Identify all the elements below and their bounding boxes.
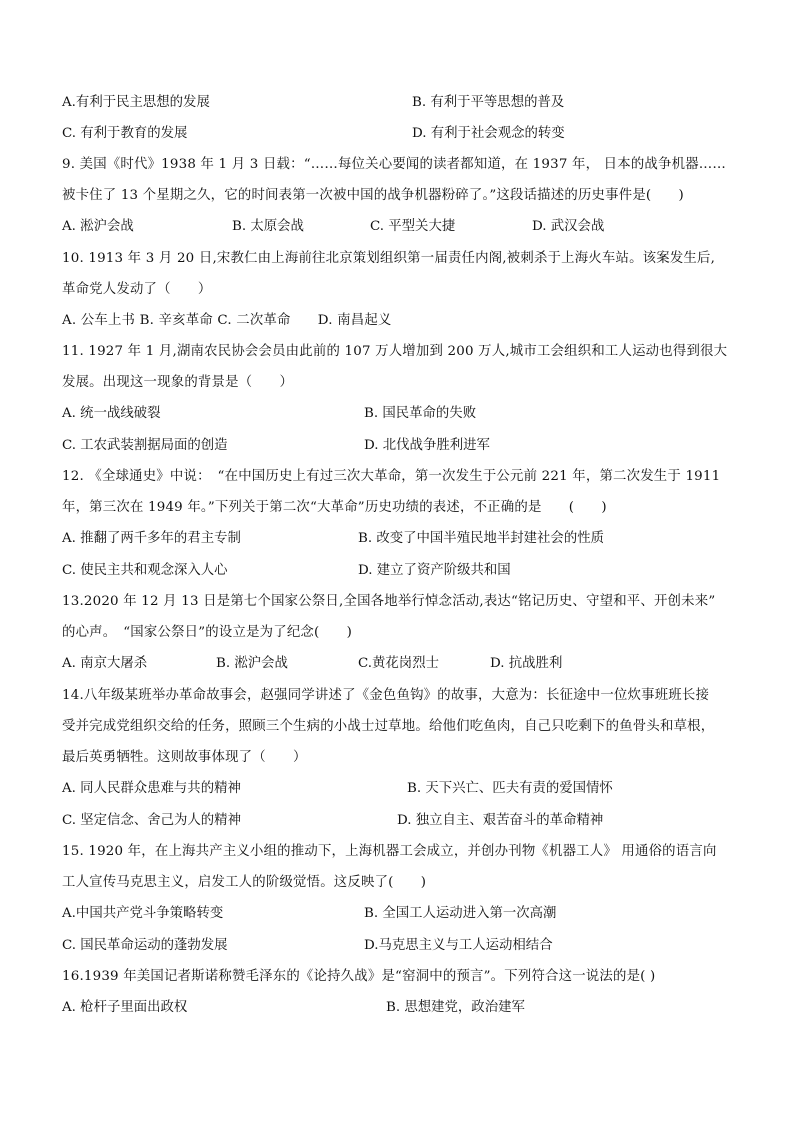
q11-stem-line1: 11. 1927 年 1 月,湖南农民协会会员由此前的 107 万人增加到 200 万人,城市工会组织和工人运动也得到很大 — [62, 344, 728, 359]
q13-option-c: C.黄花岗烈士 — [358, 656, 439, 671]
q16-option-a: A. 枪杆子里面出政权 — [62, 1000, 188, 1015]
q9-stem-line2: 被卡住了 13 个星期之久，它的时间表第一次被中国的战争机器粉碎了。”这段话描述的历史事件是( ) — [62, 188, 684, 203]
q11-option-d: D. 北伐战争胜利进军 — [364, 438, 490, 453]
q16-stem-line1: 16.1939 年美国记者斯诺称赞毛泽东的《论持久战》是“窑洞中的预言”。下列符合这一说法的是( ) — [62, 969, 656, 984]
q14-option-a: A. 同人民群众患难与共的精神 — [62, 781, 241, 796]
q9-option-d: D. 武汉会战 — [532, 219, 605, 234]
q13-option-a: A. 南京大屠杀 — [62, 656, 148, 671]
q8-option-a: A.有利于民主思想的发展 — [62, 95, 210, 110]
q11-option-c: C. 工农武装割据局面的创造 — [62, 438, 228, 453]
q14-stem-line3: 最后英勇牺牲。这则故事体现了（ ） — [62, 750, 307, 765]
q15-option-d: D.马克思主义与工人运动相结合 — [364, 938, 553, 953]
q14-option-b: B. 天下兴亡、匹夫有责的爱国情怀 — [407, 781, 613, 796]
q12-option-c: C. 使民主共和观念深入人心 — [62, 563, 228, 578]
q11-option-b: B. 国民革命的失败 — [364, 406, 477, 421]
q12-option-b: B. 改变了中国半殖民地半封建社会的性质 — [358, 531, 604, 546]
q9-option-b: B. 太原会战 — [232, 219, 304, 234]
q15-option-b: B. 全国工人运动进入第一次高潮 — [364, 906, 557, 921]
q10-stem-line1: 10. 1913 年 3 月 20 日,宋教仁由上海前往北京策划组织第一届责任内阁,被刺杀于上海火车站。该案发生后, — [62, 251, 716, 266]
q12-stem-line2: 年，第三次在 1949 年。”下列关于第二次“大革命”历史功绩的表述，不正确的是 ( ) — [62, 500, 607, 515]
q14-stem-line2: 受并完成党组织交给的任务，照顾三个生病的小战士过草地。给他们吃鱼肉，自己只吃剩下的鱼骨头和草根， — [62, 719, 715, 734]
q11-option-a: A. 统一战线破裂 — [62, 406, 161, 421]
q11-stem-line2: 发展。出现这一现象的背景是（ ） — [62, 375, 294, 390]
q14-option-d: D. 独立自主、艰苦奋斗的革命精神 — [397, 813, 604, 828]
q13-option-d: D. 抗战胜利 — [490, 656, 563, 671]
q13-stem-line1: 13.2020 年 12 月 13 日是第七个国家公祭日,全国各地举行悼念活动,表达“铭记历史、守望和平、开创未来” — [62, 594, 716, 609]
q12-stem-line1: 12. 《全球通史》中说： “在中国历史上有过三次大革命，第一次发生于公元前 221 年，第二次发生于 1911 — [62, 469, 721, 484]
q13-stem-line2: 的心声。 “国家公祭日”的设立是为了纪念( ) — [62, 625, 353, 640]
q15-option-a: A.中国共产党斗争策略转变 — [62, 906, 224, 921]
q9-stem-line1: 9. 美国《时代》1938 年 1 月 3 日载：“……每位关心要闻的读者都知道，在 1937 年， 日本的战争机器…… — [62, 157, 726, 172]
q9-option-c: C. 平型关大捷 — [370, 219, 456, 234]
q14-option-c: C. 坚定信念、舍己为人的精神 — [62, 813, 241, 828]
q8-option-d: D. 有利于社会观念的转变 — [412, 126, 565, 141]
q16-option-b: B. 思想建党，政治建军 — [386, 1000, 525, 1015]
q15-stem-line2: 工人宣传马克思主义，启发工人的阶级觉悟。这反映了( ) — [62, 875, 427, 890]
q8-option-b: B. 有利于平等思想的普及 — [412, 95, 565, 110]
q10-stem-line2: 革命党人发动了（ ） — [62, 282, 212, 297]
q8-option-c: C. 有利于教育的发展 — [62, 126, 188, 141]
q12-option-a: A. 推翻了两千多年的君主专制 — [62, 531, 241, 546]
q9-option-a: A. 淞沪会战 — [62, 219, 134, 234]
q15-option-c: C. 国民革命运动的蓬勃发展 — [62, 938, 228, 953]
q13-option-b: B. 淞沪会战 — [216, 656, 288, 671]
q10-options: A. 公车上书 B. 辛亥革命 C. 二次革命 D. 南昌起义 — [62, 313, 392, 328]
q15-stem-line1: 15. 1920 年，在上海共产主义小组的推动下，上海机器工会成立，并创办刊物《机器工人》 用通俗的语言向 — [62, 844, 717, 859]
q14-stem-line1: 14.八年级某班举办革命故事会，赵强同学讲述了《金色鱼钩》的故事，大意为：长征途中一位炊事班班长接 — [62, 688, 710, 703]
q12-option-d: D. 建立了资产阶级共和国 — [358, 563, 511, 578]
